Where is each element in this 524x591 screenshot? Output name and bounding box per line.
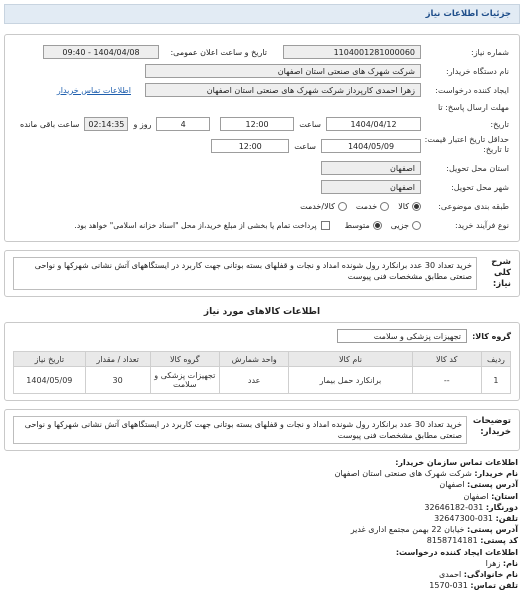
contact-tel: تلفن: 031-32647300 — [434, 514, 518, 524]
validity-label: حداقل تاریخ اعتبار قیمت: تا تاریخ: — [424, 135, 509, 154]
city-field: اصفهان — [321, 180, 421, 194]
category-option-service[interactable]: خدمت — [356, 202, 389, 211]
deadline-time-label: ساعت — [299, 119, 321, 129]
col-row: ردیف — [481, 352, 510, 367]
category-label: طبقه بندی موضوعی: — [438, 201, 509, 211]
goods-panel — [4, 322, 520, 401]
province-field: اصفهان — [321, 161, 421, 175]
deadline-label: مهلت ارسال پاسخ: تا — [437, 102, 509, 112]
cell-group: تجهیزات پزشکی و سلامت — [150, 367, 219, 394]
validity-time-label: ساعت — [294, 141, 316, 151]
goods-table-header — [14, 352, 511, 367]
cell-unit: عدد — [220, 367, 289, 394]
purchase-type-label: نوع فرآیند خرید: — [455, 220, 509, 230]
goods-group-field: تجهیزات پزشکی و سلامت — [337, 329, 467, 343]
city-label: شهر محل تحویل: — [451, 182, 509, 192]
contact-fax: دورنگار: 031-32646182 — [424, 502, 518, 512]
description-label: شرح کلی نیاز: — [491, 257, 511, 289]
contact-org: نام خریدار: شرکت شهرک های صنعتی استان اصفهان — [334, 469, 518, 479]
radio-selected-icon — [412, 202, 421, 211]
radio-icon — [380, 202, 389, 211]
cell-qty: 30 — [85, 367, 150, 394]
announce-field: 1404/04/08 - 09:40 — [43, 45, 159, 59]
need-info-panel — [4, 34, 520, 242]
page — [4, 4, 520, 591]
goods-group-label: گروه کالا: — [472, 331, 511, 341]
col-qty: تعداد / مقدار — [85, 352, 150, 367]
validity-date-field: 1404/05/09 — [321, 139, 421, 153]
radio-icon — [338, 202, 347, 211]
radio-selected-icon — [373, 221, 382, 230]
col-unit: واحد شمارش — [220, 352, 289, 367]
contact-province: استان: اصفهان — [463, 491, 518, 501]
cell-row: 1 — [481, 367, 510, 394]
col-date: تاریخ نیاز — [14, 352, 86, 367]
need-number-field: 1104001281000060 — [283, 45, 421, 59]
treasury-checkbox[interactable] — [321, 221, 330, 230]
remaining-time-field: 02:14:35 — [84, 117, 128, 131]
payment-note: پرداخت تمام یا بخشی از مبلغ خرید،از محل "اسناد خزانه اسلامی" خواهد بود. — [74, 220, 317, 230]
col-code: کد کالا — [412, 352, 481, 367]
table-row — [14, 367, 511, 394]
cell-name: برانکارد حمل بیمار — [289, 367, 412, 394]
creator-title: اطلاعات ایجاد کننده درخواست: — [395, 547, 518, 557]
creator-label: ایجاد کننده درخواست: — [435, 85, 509, 95]
buyer-notes-panel — [4, 409, 520, 451]
cell-date: 1404/05/09 — [14, 367, 86, 394]
contact-postal: کد پستی: 8158714181 — [426, 536, 518, 546]
deadline-label-date: تاریخ: — [490, 119, 509, 129]
goods-table — [13, 351, 511, 394]
remaining-label: ساعت باقی مانده — [20, 119, 80, 129]
col-group: گروه کالا — [150, 352, 219, 367]
contact-address: آدرس پستی: اصفهان — [439, 480, 518, 490]
creator-first-name: نام: زهرا — [485, 558, 518, 568]
buyer-org-label: نام دستگاه خریدار: — [446, 66, 509, 76]
description-text: خرید تعداد 30 عدد برانکارد رول شونده امداد و نجات و قفلهای بسته بوتانی جهت کاربرد در ایستگاههای آتش نشانی شهرکها و نواحی صنعتی مطابق مشخصات فنی پیوست — [13, 257, 477, 290]
days-field: 4 — [156, 117, 210, 131]
buyer-org-field: شرکت شهرک های صنعتی استان اصفهان — [145, 64, 421, 78]
buyer-notes-label: توضیحات خریدار: — [472, 416, 511, 437]
need-number-label: شماره نیاز: — [471, 47, 509, 57]
contact-address-full: آدرس پستی: خیابان 22 بهمن مجتمع اداری غدیر — [350, 525, 518, 535]
contact-info-link[interactable]: اطلاعات تماس خریدار — [56, 85, 131, 95]
announce-label: تاریخ و ساعت اعلان عمومی: — [170, 47, 267, 57]
province-label: استان محل تحویل: — [446, 163, 509, 173]
days-label: روز و — [133, 119, 152, 129]
deadline-date-field: 1404/04/12 — [326, 117, 421, 131]
creator-field: زهرا احمدی کارپرداز شرکت شهرک های صنعتی استان اصفهان — [145, 83, 421, 97]
validity-time-field: 12:00 — [211, 139, 289, 153]
category-option-goods[interactable]: کالا — [398, 202, 421, 211]
col-name: نام کالا — [289, 352, 412, 367]
cell-code: -- — [412, 367, 481, 394]
page-title: جزئیات اطلاعات نیاز — [425, 9, 511, 19]
purchase-option-minor[interactable]: جزیی — [391, 221, 421, 230]
description-panel — [4, 250, 520, 297]
contact-section — [4, 457, 520, 591]
goods-section-title: اطلاعات کالاهای مورد نیاز — [203, 307, 321, 317]
category-option-both[interactable]: کالا/خدمت — [300, 202, 347, 211]
page-header — [4, 4, 520, 24]
creator-phone: تلفن تماس: 031-1570 — [429, 581, 518, 591]
purchase-option-medium[interactable]: متوسط — [345, 221, 382, 230]
deadline-time-field: 12:00 — [220, 117, 294, 131]
contact-title: اطلاعات تماس سازمان خریدار: — [395, 458, 518, 467]
radio-icon — [412, 221, 421, 230]
creator-last-name: نام خانوادگی: احمدی — [438, 570, 518, 580]
buyer-notes-text: خرید تعداد 30 عدد برانکارد رول شونده امداد و نجات و قفلهای بسته بوتانی جهت کاربرد در ایستگاههای آتش نشانی شهرکها و نواحی صنعتی مطابق مشخصات فنی پیوست — [13, 416, 467, 444]
